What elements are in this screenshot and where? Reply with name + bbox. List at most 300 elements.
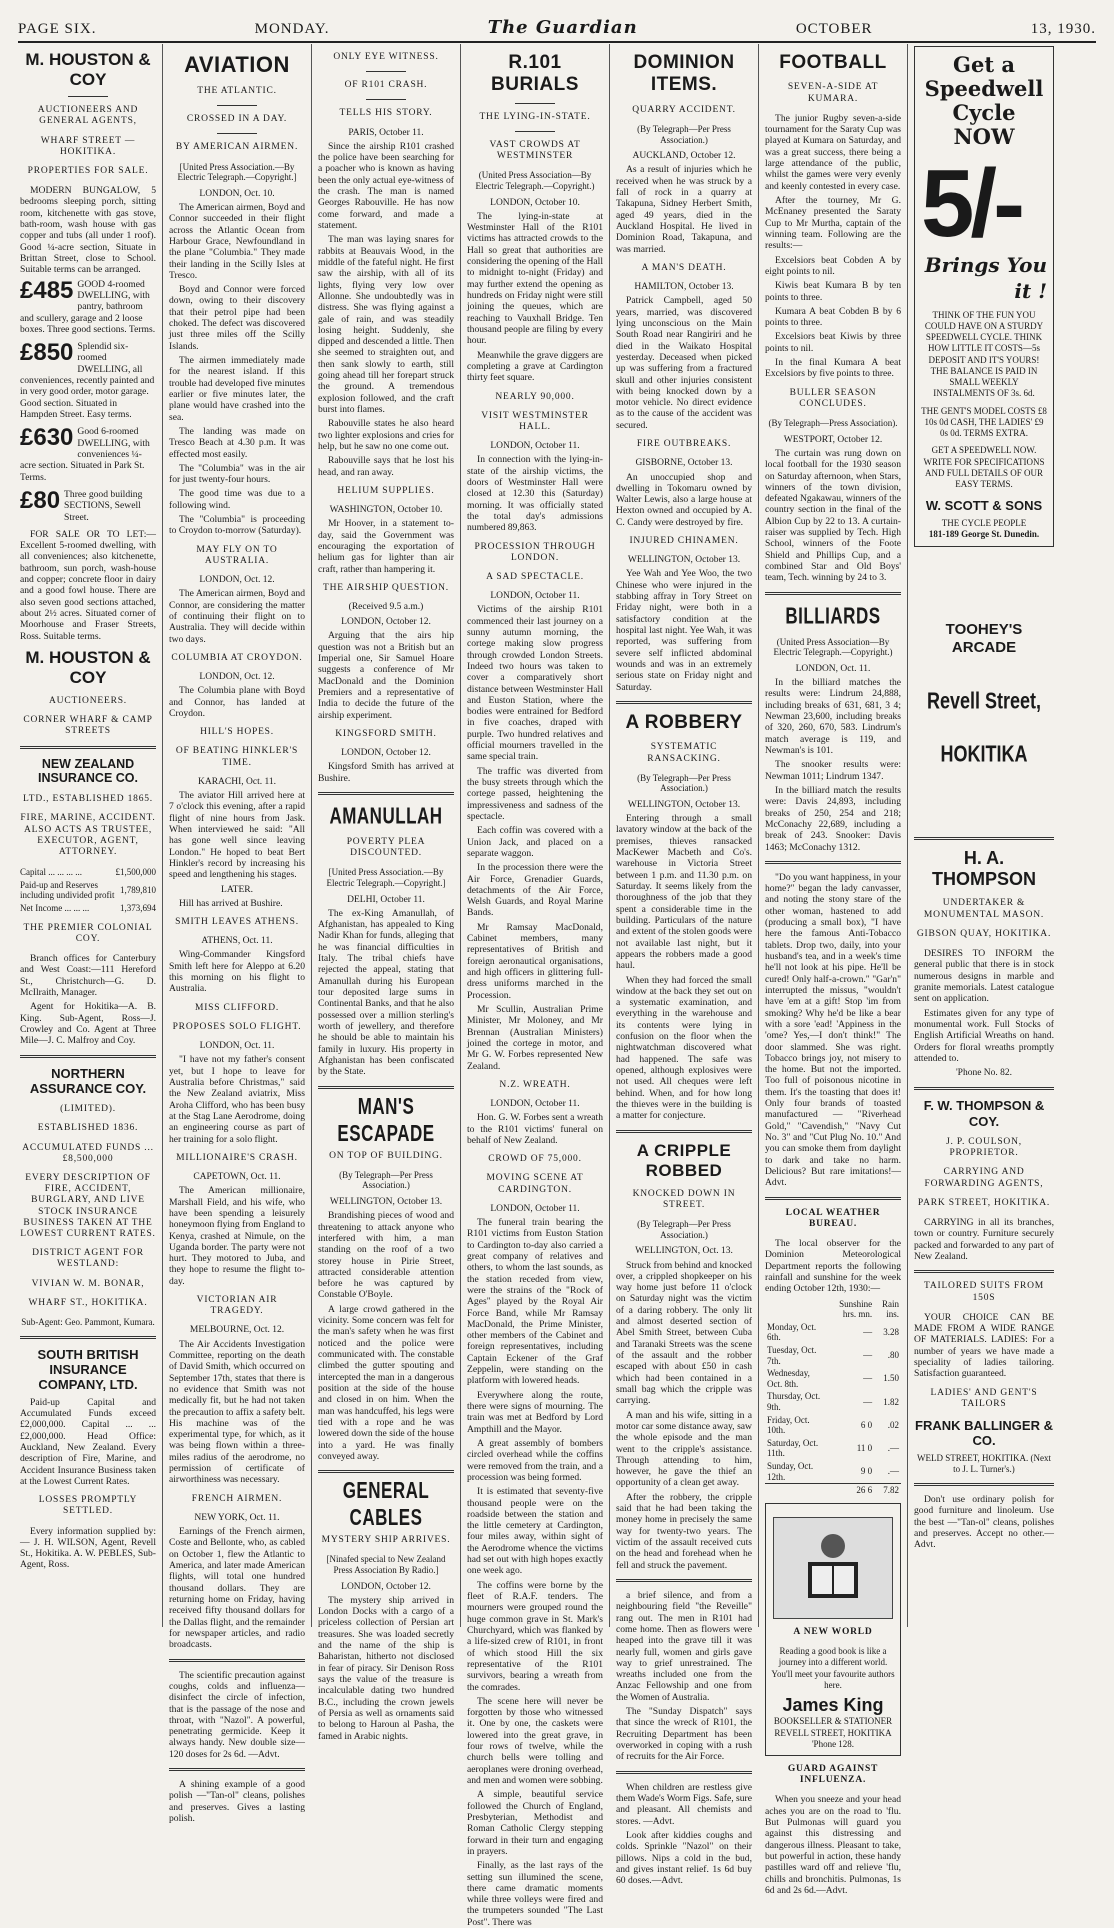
subhead: THE LYING-IN-STATE. [479, 111, 591, 122]
paragraph: The ex-King Amanullah, of Afghanistan, has appealed to King Nadir Khan for funds, alleging that he was financial difficulties in Italy. The tribal chiefs have rejected the appeal, stating that Amanullah during his European tour deposited large sums in Continental Banks, and that he also possessed over a million sterling's worth of jewellery, and therefore he should be able to maintain his family in luxury. His property in Afghanistan has been confiscated by the State. [318, 907, 454, 1078]
table-row [20, 902, 156, 915]
month: OCTOBER [795, 21, 873, 37]
cap-value: 1,373,694 [120, 903, 156, 914]
houston-sub: AUCTIONEERS AND GENERAL AGENTS, [37, 105, 139, 127]
subhead: ON TOP OF BUILDING. [329, 1150, 443, 1161]
houston2-address: CORNER WHARF & CAMP STREETS [23, 715, 153, 737]
cell: Monday, Oct. 6th. [767, 1321, 817, 1343]
price-80-text: Three good building SECTIONS, Sewell Street. [64, 488, 143, 523]
cell: Tuesday, Oct. 7th. [767, 1344, 817, 1366]
paragraph: In the procession there were the Air Force, Grenadier Guards, detachments of the Air Force, Welsh Guards, and Royal Marine Bands. [467, 862, 603, 919]
fw-carrying: CARRYING AND FORWARDING AGENTS, [924, 1167, 1044, 1189]
subhead: QUARRY ACCIDENT. [632, 104, 736, 115]
subhead: INJURED CHINAMEN. [629, 536, 739, 547]
nazol-advert-2: Look after kiddies coughs and colds. Sprinkle "Nazol" on their pillows. Nips a cold in the bud, and gives instant relief. 1s 6d buy 60 doses.—Advt. [616, 1829, 752, 1887]
price-850-text: Splendid six-roomed DWELLING, all conveniences, recently painted and in very good order, motor garage. Good section. Situated in Hampden Street. Easy terms. [20, 341, 155, 421]
paragraph: A man and his wife, sitting in a motor car some distance away, saw the whole episode and the man went to the cripple's assistance. Through attending to him, however, he gave the thief an opportunity of a clean get away. [616, 1409, 752, 1489]
table-total [765, 1484, 901, 1497]
dateline: LONDON, October 11. [490, 1099, 580, 1110]
five-shillings: 5/- [921, 149, 1022, 257]
paragraph: In connection with the lying-in-state of the airship victims, the doors of Westminster Hall were closed at 12.30 this (Saturday) morning. It was officially stated the total day's admissions numbered 89,863. [467, 454, 603, 534]
cap-value: 1,789,810 [120, 885, 156, 896]
dateline: MELBOURNE, Oct. 12. [189, 1325, 285, 1336]
brings-you-it: Brings You it ! [924, 252, 1047, 303]
paragraph: Wing-Commander Kingsford Smith left here for Aleppo at 6.20 this morning on his flight to Australia. [169, 949, 305, 995]
paragraph: The "Columbia" is proceeding to Croydon to-morrow (Saturday). [169, 514, 305, 537]
paragraph: A simple, beautiful service followed the Church of England, Presbyterian, Methodist and Roman Catholic Clergy stepping forward in their turn and engaging in prayers. [467, 1789, 603, 1857]
table-row [765, 1390, 901, 1413]
scott-address: 181-189 George St. Dunedin. [928, 528, 1040, 539]
aviation-sub-3: BY AMERICAN AIRMEN. [175, 142, 299, 153]
table-header [765, 1298, 901, 1321]
gibson-quay: GIBSON QUAY, HOKITIKA. [916, 928, 1052, 939]
paragraph: Kiwis beat Kumara B by ten points to three. [765, 280, 901, 303]
aviation-sub-2: CROSSED IN A DAY. [186, 114, 288, 125]
fw-proprietor: J. P. COULSON, PROPRIETOR. [946, 1137, 1022, 1159]
subhead: PROPOSES SOLO FLIGHT. [172, 1021, 302, 1032]
northern-funds: ACCUMULATED FUNDS ... £8,500,000 [22, 1142, 154, 1164]
subhead: MISS CLIFFORD. [194, 1002, 280, 1013]
bonar-name: VIVIAN W. M. BONAR, [31, 1278, 145, 1289]
tanol-advert: A shining example of a good polish —"Tan-ol" cleans, polishes and preserves. Gives a lasting polish. [169, 1779, 305, 1825]
table-row [20, 866, 156, 879]
paragraph: Rabouville states he also heard two lighter explosions and cries for help, but he saw no one come out. [318, 418, 454, 452]
influenza-heading: GUARD AGAINST INFLUENZA. [787, 1764, 879, 1786]
paragraph: As a result of injuries which he received when he was struck by a fall of rock in a quarry at Takapuna, Sidney Herbert Smith, aged 49 years, died in the Auckland Hospital. He lived in Dominion Road, Takapuna, and was married. [616, 164, 752, 255]
paper-title: The Guardian [487, 17, 638, 38]
nz-insurance-heading: NEW ZEALAND INSURANCE CO. [37, 756, 138, 786]
weather-table [765, 1298, 901, 1497]
ballinger-heading: FRANK BALLINGER & CO. [915, 1418, 1053, 1449]
james-king-name: James King [782, 1695, 884, 1716]
dateline: HAMILTON, October 13. [634, 282, 734, 293]
dateline: LONDON, Oct. 10. [199, 188, 275, 199]
subhead: VISIT WESTMINSTER HALL. [481, 410, 589, 432]
paragraph: The American airmen, Boyd and Connor succeeded in their flight across the Atlantic Ocean from Harbour Grace, Newfoundland in the plane "Columbia." They made their landing in the Scilly Isles at Tresco. [169, 201, 305, 281]
james-king-address: BOOKSELLER & STATIONER REVELL STREET, HOKITIKA 'Phone 128. [773, 1716, 893, 1749]
dateline: GISBORNE, October 13. [635, 458, 733, 469]
cell: 6 0 [860, 1419, 873, 1430]
worm-figs-advert: When children are restless give them Wade's Worm Figs. Safe, sure and pleasant. All chemists and stores. —Advt. [616, 1781, 752, 1827]
branch-offices: Branch offices for Canterbury and West Coast:—111 Hereford St., Christchurch—G. D. McIlraith, Manager. [20, 953, 156, 998]
paragraph: Brandishing pieces of wood and threatening to attack anyone who interfered with him, a man standing on the roof of a two storey house in Pirie Street, attracted considerable attention before he was captured by Constable O'Boyle. [318, 1210, 454, 1301]
tanol-advert-2: Don't use ordinary polish for good furniture and linoleum. Use the best —"Tan-ol" cleans, polishes and preserves. Accept no other.—Advt. [914, 1494, 1054, 1551]
cables-heading: GENERAL CABLES [342, 1478, 430, 1531]
robbery-heading: A ROBBERY [625, 711, 743, 733]
dateline: LONDON, October 12. [341, 1581, 431, 1592]
dateline: KARACHI, Oct. 11. [197, 776, 277, 787]
paragraph: An unoccupied shop and dwelling in Tokomaru owned by Walter Lewis, also a large house at Hexton owned and occupied by A. C. Candy were destroyed by fire. [616, 471, 752, 528]
paragraph: Excelsiors beat Kiwis by three points to nil. [765, 331, 901, 354]
phone-number: 'Phone No. 82. [955, 1068, 1013, 1079]
dateline: WELLINGTON, October 13. [627, 799, 741, 810]
cap-label: Capital ... ... ... ... [20, 867, 82, 878]
paragraph: The landing was made on Tresco Beach at 4.30 p.m. It was effected most easily. [169, 425, 305, 460]
subhead: TELLS HIS STORY. [339, 108, 433, 119]
table-row [765, 1321, 901, 1344]
properties-heading: PROPERTIES FOR SALE. [27, 165, 149, 176]
aviation-sub-1: THE ATLANTIC. [197, 85, 277, 96]
weather-intro: The local observer for the Dominion Meteorological Department reports the following rainfall and sunshine for the week ending October 12th, 1930:— [765, 1237, 901, 1295]
speedwell-write: GET A SPEEDWELL NOW. WRITE FOR SPECIFICATIONS AND FULL DETAILS OF OUR EASY TERMS. [923, 445, 1045, 490]
houston-heading: M. HOUSTON & COY [25, 50, 151, 90]
houston-address: WHARF STREET — HOKITIKA. [40, 135, 136, 157]
subhead: HELIUM SUPPLIES. [337, 485, 435, 496]
paragraph: When they had forced the small window at the back they set out on a systematic examination, and everything in the warehouse and its contents were lying in confusion on the floor when the nightwatchman discovered what had happened. The safe was opened, although explosives were not used. All cheques were left behind. When, and for how long the thieves were in the building is a matter for conjecture. [616, 974, 752, 1122]
dateline: AUCKLAND, October 12. [632, 151, 736, 162]
paragraph: In the final Kumara A beat Excelsiors by five points to three. [765, 357, 901, 380]
subhead: FRENCH AIRMEN. [191, 1493, 283, 1504]
dateline: LONDON, October 11. [490, 591, 580, 602]
new-world-text: Reading a good book is like a journey into a different world. You'll meet your favourite authors here. [771, 1646, 895, 1690]
subhead: HILL'S HOPES. [200, 727, 274, 738]
column-2 [163, 44, 312, 1825]
subhead: MAY FLY ON TO AUSTRALIA. [196, 544, 278, 566]
paragraph: Excelsiors beat Cobden A by eight points to nil. [765, 254, 901, 277]
district-agent: DISTRICT AGENT FOR WESTLAND: [32, 1248, 144, 1270]
price-485-text: GOOD 4-roomed DWELLING, with pantry, bathroom and scullery, garage and 2 loose boxes. Three good sections. Terms. [20, 278, 156, 335]
reading-man-illustration [773, 1517, 893, 1619]
source: (United Press Association—By Electric Telegraph.—Copyright.) [475, 170, 595, 192]
kumara-agent: Sub-Agent: Geo. Pammont, Kumara. [21, 1317, 155, 1328]
paragraph: Each coffin was covered with a Union Jack, and placed on a separate waggon. [467, 825, 603, 859]
day: MONDAY. [254, 21, 330, 37]
paragraph: The Air Accidents Investigation Committee, reporting on the death of David Smith, which occurred on September 17th, states that there is no evidence that Smith was not medically fit, but he had not taken the precaution to affix a safety belt. His machine was of the experimental type, for which, as it was being flown within a three-miles radius of the aerodrome, no permission of certificate of airworthiness was necessary. [169, 1338, 305, 1486]
paragraph: Kumara A beat Cobden B by 6 points to three. [765, 305, 901, 329]
cell: 7.82 [883, 1485, 899, 1496]
table-row [765, 1460, 901, 1484]
subhead: PROCESSION THROUGH LONDON. [474, 541, 596, 563]
paragraph: In the billiard match the results were: Davis 24,893, including breaks of 250, 254 and 218; McConachy 22,689, including a break of 243. Snooker: Davis 1463; McConachy 1312. [765, 784, 901, 853]
received: (Received 9.5 a.m.) [348, 602, 424, 613]
subhead: MILLIONAIRE'S CRASH. [176, 1152, 298, 1163]
dateline: LONDON, October 12. [341, 748, 431, 759]
paragraph: Struck from behind and knocked over, a crippled shopkeeper on his way home just before 11 o'clock on Saturday night was the victim of a daring robbery. The only lit and almost deserted section of Abel Smith Street, between Cuba and Taranaki Streets was the scene of the assault and the robber escaped with about £50 in cash which had been contained in a small bag which the cripple was carrying. [616, 1259, 752, 1407]
aviation-heading: AVIATION [184, 52, 290, 77]
price-485: £485 [20, 276, 74, 304]
table-row [765, 1367, 901, 1390]
column-5 [610, 44, 759, 1887]
cell: — [863, 1327, 873, 1338]
nz-insurance-lines: FIRE, MARINE, ACCIDENT. ALSO ACTS AS TRUSTEE, EXECUTOR, AGENT, ATTORNEY. [20, 813, 156, 857]
paragraph: Everywhere along the route, there were signs of mourning. The train was met at Bedford by Lord Ampthill and the Mayor. [467, 1389, 603, 1435]
paragraph: Mr Hoover, in a statement to-day, said the Government was encouraging the exportation of helium gas for lighter than air craft, rather than hampering it. [318, 518, 454, 575]
subhead: A MAN'S DEATH. [641, 262, 727, 273]
cap-label: Paid-up and Reserves including undivided profit [20, 879, 115, 901]
dateline: WELLINGTON, October 13. [627, 555, 741, 566]
dateline: NEW YORK, Oct. 11. [194, 1512, 280, 1523]
later: LATER. [221, 884, 253, 895]
paragraph: Mr Scullin, Australian Prime Minister, Mr Moloney, and Mr Brennan (Australian Ministers) joined the cortege in motor, and Mr G. W. Forbes represented New Zealand. [467, 1003, 603, 1072]
pulmonas-advert: When you sneeze and your head aches you are on the road to 'flu. But Pulmonas will guard you against this distressing and dangerous illness. Pleasant to take, but powerful in action, these handy pastilles ward off and relieve 'flu, chills and bronchitis. Pulmonas, 1s 6d and 2s 6d.—Advt. [765, 1794, 901, 1896]
cell: Friday, Oct. 10th. [767, 1414, 810, 1436]
information-agents: Every information supplied by:— J. H. WILSON, Agent, Revell St., Hokitika. A. W. PEBLES, Sub-Agent, Ross. [20, 1525, 156, 1571]
agents: Agent for Hokitika—A. B. King. Sub-Agent, Ross—J. Crowley and Co. Agent at Three Mile—J. C. Malfroy and Coy. [20, 1001, 156, 1047]
paragraph: It is estimated that seventy-five thousand people were on the roadside between the station and the little cemetery at Cardington, four miles away, within sight of the Aerodrome whence the victims had set out with high hopes exactly one week ago. [467, 1486, 603, 1577]
paragraph: The traffic was diverted from the busy streets through which the cortege passed, heightening the impressiveness and sadness of the spectacle. [467, 765, 603, 822]
ballinger-address: WELD STREET, HOKITIKA. (Next to J. L. Turner's.) [916, 1452, 1052, 1474]
dateline: WELLINGTON, October 13. [329, 1197, 443, 1208]
table-row [765, 1437, 901, 1460]
r101-heading: R.101 BURIALS [491, 52, 579, 96]
cap-label: Net Income ... ... ... [20, 903, 90, 914]
sbi-lines: Paid-up Capital and Accumulated Funds exceed £2,000,000. Capital ... ... £2,000,000. Head Office: Auckland, New Zealand. Every description of Fire, Marine, and Accident Insurance Business taken at the Lowest Current Rates. [20, 1396, 156, 1487]
paragraph: In the billiard matches the results were: Lindrum 24,888, including breaks of 631, 681, 3 4; Newman 23,600, including breaks of 320, 260, 670, 583. Lindrum's match average is 119, and Newman's is 101. [765, 677, 901, 756]
source: (By Telegraph—Per Press Association.) [637, 1219, 731, 1240]
speedwell-advert [914, 46, 1054, 547]
dominion-heading: DOMINION ITEMS. [633, 52, 735, 96]
issue-date: 13, 1930. [1030, 21, 1096, 37]
subhead: MOVING SCENE AT CARDINGTON. [486, 1173, 584, 1195]
new-world-title: A NEW WORLD [793, 1626, 873, 1637]
tailored-suits: TAILORED SUITS FROM 150S [923, 1281, 1044, 1303]
dateline: PARIS, October 11. [348, 127, 424, 138]
paragraph: A large crowd gathered in the vicinity. Some concern was felt for the man's safety when he was first noticed and the police were communicated with. The constable climbed the gutter spouting and intercepted the man in a dangerous position at the side of the house and closed in on him. When the man was handcuffed, his legs were tied with a rope and he was lowered down the side of the house into a yard. He was finally conveyed away. [318, 1303, 454, 1462]
paragraph: The coffins were borne by the fleet of R.A.F. tenders. The mourners were grouped round the huge common grave in St. Mark's Churchyard, which was flanked by a life-sized crew of R101, in front of which stood Hill the six representative of the R101 survivors, bearing a wreath from the comrades. [467, 1579, 603, 1693]
dateline: WESTPORT, October 12. [783, 434, 883, 445]
dateline: LONDON, October 11. [490, 441, 580, 452]
paragraph: The "Columbia" was in the air for just twenty-four hours. [169, 462, 305, 486]
paragraph: The airmen immediately made for the nearest island. If this trouble had developed five minutes earlier or five minutes later, the plane would have crashed into the sea. [169, 355, 305, 423]
sbi-heading: SOUTH BRITISH INSURANCE COMPANY, LTD. [37, 1346, 139, 1393]
dateline: WELLINGTON, Oct. 13. [635, 1246, 733, 1257]
weather-heading: LOCAL WEATHER BUREAU. [785, 1207, 881, 1229]
cap-value: £1,500,000 [115, 867, 156, 878]
scott-sub: THE CYCLE PEOPLE [941, 517, 1027, 528]
paragraph: a brief silence, and from a neighbouring field "the Reveille" rang out. The men in R101 had come home. Then as flowers were heaped into the grave till it was nearly full, women and girls gave way to grief unrestrained. The wreaths included one from the Anzac Fellowship and one from the Women of Australia. [616, 1589, 752, 1703]
paragraph: Meanwhile the grave diggers are completing a grave at Cardington thirty feet square. [467, 349, 603, 384]
speedwell-title: Get a Speedwell Cycle NOW [924, 52, 1044, 150]
billiards-heading: BILLIARDS [785, 603, 881, 629]
subhead: SEVEN-A-SIDE AT KUMARA. [787, 82, 879, 104]
northern-established: ESTABLISHED 1836. [37, 1123, 139, 1134]
header-cell [765, 1298, 825, 1321]
paragraph: The lying-in-state at Westminster Hall of the R101 victims has attracted crowds to the Hall so great that authorities are considering the opening of the Hall to midnight to-night (Friday) and may further extend the opening as hundreds on Friday night were still joining the queues, which are reaching to Vauxhall Bridge. Ten thousand people are filing by every hour. [467, 210, 603, 347]
source: (By Telegraph—Per Press Association.) [637, 124, 731, 145]
cell: — [863, 1373, 873, 1384]
cell: .— [887, 1443, 899, 1454]
paragraph: The curtain was rung down on local football for the 1930 season on Saturday afternoon, when Stars, winners of the town division, defeated Ngakawau, winners of the country section in the final of the Albion Cup by 22 to 13. A curtain-raiser was supplied by Tech. High School, winners of the Foote Shield and Phillips Cup, and a combined Star and Old Boys' team, Tech. winning by 24 to 3. [765, 447, 901, 584]
fw-thompson-heading: F. W. THOMPSON & COY. [923, 1098, 1045, 1129]
cell: 3.28 [883, 1327, 899, 1338]
subhead: OF BEATING HINKLER'S TIME. [175, 746, 299, 768]
paragraph: The junior Rugby seven-a-side tournament for the Saraty Cup was played at Kumara on Saturday, and was a great success, there being a large attendance of the public, whilst the games were very evenly and keenly contested in every case. [765, 112, 901, 192]
dateline: CAPETOWN, Oct. 11. [193, 1172, 281, 1183]
subhead: ONLY EYE WITNESS. [333, 52, 439, 62]
property-bungalow: MODERN BUNGALOW, 5 bedrooms sleeping porch, sitting room, kitchenette with gas stove, bath-room, wash house with gas copper and tubs (all under 1 roof). Good ¼-acre section, Situate in Brittan Street, close to School. Suitable terms can be arranged. [20, 185, 156, 276]
header-cell: Sunshine hrs. mn. [839, 1298, 873, 1320]
dateline: LONDON, Oct. 12. [199, 575, 275, 586]
paragraph: Hill has arrived at Bushire. [179, 897, 283, 909]
paragraph: Hon. G. W. Forbes sent a wreath to the R101 victims' funeral on behalf of New Zealand. [467, 1112, 603, 1146]
subhead: N.Z. WREATH. [499, 1079, 571, 1090]
revell-street: Revell Street, [926, 687, 1042, 714]
subhead: BULLER SEASON CONCLUDES. [789, 387, 877, 409]
houston-heading-2: M. HOUSTON & COY [25, 647, 151, 688]
for-sale-notice: FOR SALE OR TO LET:—Excellent 5-roomed dwelling, with all conveniences; also kitchenette, bathroom, sun porch, wash-house and copper; concrete floor in dairy and a good fowl house. There are also seven good sections attached, about 2½ acres. Situated corner of Moorhouse and Fraser Streets, Ross. Suitable terms. [20, 528, 156, 642]
dateline: ATHENS, Oct. 11. [201, 936, 273, 947]
source: [United Press Association.—By Electric Telegraph.—Copyright.] [326, 867, 446, 889]
column-7 [908, 44, 1060, 1627]
price-630-text: Good 6-roomed DWELLING, with conveniences ¼-acre section. Situated in Park St. Terms. [20, 426, 150, 483]
tailor-sub: LADIES' AND GENT'S TAILORS [930, 1387, 1038, 1409]
source: (By Telegraph—Per Press Association.) [339, 1169, 433, 1191]
book-icon [788, 1528, 878, 1608]
dateline: LONDON, October 10. [490, 197, 580, 208]
paragraph: The good time was due to a following wind. [169, 488, 305, 511]
column-1 [14, 44, 163, 1627]
thompson-para-2: Estimates given for any type of monumental work. Full Stocks of English Artificial Wreaths on hand. Orders for floral wreaths promptly attended to. [914, 1007, 1054, 1064]
subhead: CROWD OF 75,000. [488, 1154, 582, 1165]
cell: 26 6 [856, 1485, 873, 1496]
paragraph: Earnings of the French airmen, Coste and Bellonte, who, as cabled on October 1, flew the Atlantic to America, and later made American flights, will total one hundred thousand dollars. They are returning home on Friday, having received fifty thousand dollars for the Dallas flight, and the remainder for newspaper articles, and radio broadcasts. [169, 1526, 305, 1651]
cell: Sunday, Oct. 12th. [767, 1461, 814, 1482]
paragraph: The American airmen, Boyd and Connor, are considering the matter of continuing their flight on to Australia. They will decide within two days. [169, 588, 305, 645]
subhead: SMITH LEAVES ATHENS. [175, 917, 299, 928]
source: [Ninafed special to New Zealand Press Association By Radio.] [326, 1554, 446, 1576]
column-6 [759, 44, 908, 1896]
tobacco-advert: "Do you want happiness, in your home?" began the lady canvasser, and noting the stony stare of the other woman, hastened to add (producing a small box), "I have here the famous Anti-Tobacco tablets. Drop two, daily, into your husband's tea, and in a week's time he'll not look at his pipe. He'll be cured! Only half-a-crown." "Gar'n" interrupted the missus, "wouldn't have 'em at a gift! Stop 'im from smoking? Why he'd be like a bear with a sore 'ead! 'Appiness in the 'ome? Yes,—I don't think!" The door slammed. She was right. Tobacco brings joy, not misery to the home. But not the imported. Too full of poisonous nicotine in them. It's the toasting that does it! Only four brands of toasted manufactured — "Riverhead Gold," "Cavendish," "Navy Cut No. 3" and "Cut Plug No. 10." And you can smoke them from daylight to dark and take no harm. Delicious? But rare imitations!—Advt. [765, 871, 901, 1189]
paragraph: The aviator Hill arrived here at 7 o'clock this evening, after a rapid flight of nine hours from Jask. When interviewed he said: "All has gone well since leaving London." He hoped to beat Bert Hinkler's record by increasing his speed and lengthening his stages. [169, 790, 305, 881]
table-row [20, 879, 156, 902]
cell: .80 [887, 1350, 899, 1361]
price-630: £630 [20, 424, 74, 452]
capital-table [20, 866, 156, 914]
speedwell-models: THE GENT'S MODEL COSTS £8 10s 0d CASH, THE LADIES' £9 0s 0d. TERMS EXTRA. [921, 405, 1047, 439]
northern-description: EVERY DESCRIPTION OF FIRE, ACCIDENT, BURGLARY, AND LIVE STOCK INSURANCE BUSINESS TAKEN AT THE LOWEST CURRENT RATES. [20, 1173, 156, 1240]
paragraph: The "Sunday Dispatch" says that since the wreck of R101, the Recruiting Department has been overworked in coping with a rush of recruits for the Air Force. [616, 1706, 752, 1763]
subhead: VAST CROWDS AT WESTMINSTER [489, 140, 581, 162]
cell: — [863, 1350, 873, 1361]
thompson-heading: H. A. THOMPSON [931, 847, 1036, 890]
cell: 9 0 [860, 1466, 873, 1477]
paragraph: Finally, as the last rays of the setting sun illumined the scene, there came dramatic moments while three volleys were fired and the trumpeters sounded "The Last Post". There was [467, 1860, 603, 1928]
cell: Saturday, Oct. 11th. [767, 1437, 819, 1459]
northern-sub: (LIMITED). [60, 1104, 116, 1115]
paragraph: After the robbery, the cripple said that he had been taking the money home in precisely the same way for twenty-two years. The victim of the assault received cuts on the head and forehead when he fell and struck the pavement. [616, 1491, 752, 1571]
source: (By Telegraph—Press Association). [768, 418, 898, 429]
paragraph: Kingsford Smith has arrived at Bushire. [318, 761, 454, 784]
subhead: KNOCKED DOWN IN STREET. [632, 1188, 736, 1210]
cell: 1.50 [883, 1373, 899, 1384]
dateline: LONDON, Oct. 11. [199, 1041, 275, 1052]
cell: Wednesday, Oct. 8th. [767, 1368, 810, 1389]
column-4 [461, 44, 610, 1928]
scott-sons: W. SCOTT & SONS [925, 498, 1043, 514]
speedwell-text: THINK OF THE FUN YOU COULD HAVE ON A STURDY SPEEDWELL CYCLE. THINK HOW LITTLE IT COSTS—5s DEPOSIT AND IT'S YOURS! THE BALANCE IS PAID IN SMALL WEEKLY INSTALMENTS OF 3s. 6d. [924, 309, 1044, 399]
escapade-heading: MAN'S ESCAPADE [337, 1093, 435, 1147]
paragraph: Entering through a small lavatory window at the back of the premises, thieves ransacked MacKewer Macbeth and Co's. warehouse in Victoria Street between 1 p.m. and 11.30 p.m. on Saturday. It seems likely from the thoroughness of the job that they spent a considerable time in the building. Particulars of the nature and extent of the stolen goods were not available last night, but it appears the robbers made a good haul. [616, 813, 752, 972]
dateline: LONDON, October 11. [490, 1203, 580, 1214]
paragraph: Victims of the airship R101 commenced their last journey on a sunny autumn morning, the cortege making slow progress through crowded London Streets. Indeed two hours was taken to cover a comparatively short distance between Westminster Hall and Euston Station, where the bodies were entrained for Bedford in five coaches, draped with purple. Two hundred relatives and official mourners travelled in the same special train. [467, 604, 603, 763]
subhead: THE AIRSHIP QUESTION. [323, 582, 449, 593]
dateline: LONDON, October 12. [341, 617, 431, 628]
source: (By Telegraph—Per Press Association.) [637, 772, 731, 794]
paragraph: Arguing that the airs hip question was not a British but an Imperial one, Sir Samuel Hoare suggests a conference of Mr MacDonald and the Dominion Premiers and a representative of India to decide the future of the airship experiment. [318, 630, 454, 721]
price-80: £80 [20, 486, 61, 514]
subhead: A SAD SPECTACLE. [486, 571, 584, 582]
dateline: DELHI, October 11. [347, 894, 425, 905]
hokitika-label: HOKITIKA [940, 740, 1028, 767]
cell: .02 [887, 1419, 899, 1430]
subhead: KINGSFORD SMITH. [335, 728, 437, 739]
table-row [765, 1414, 901, 1437]
paragraph: "I have not my father's consent yet, but I hope to leave for Australia before Christmas," said the New Zealand aviatrix, Miss Aroha Clifford, who has been busy at the Stag Lane Aerodrome, doing an engineering course as part of her training for a solo flight. [169, 1054, 305, 1145]
paragraph: Yee Wah and Yee Woo, the two Chinese who were injured in the stabbing affray in Tory Street on Friday night, were both in a satisfactory condition at the hospital last night. Yee Wah, it was reported, was suffering from severe self inflicted abdominal wounds and was in an extremely serious state on Friday night and Saturday. [616, 568, 752, 693]
cripple-heading: A CRIPPLE ROBBED [636, 1140, 732, 1180]
paragraph: After the tourney, Mr G. McEnaney presented the Saraty Cup to Mr Murtha, captain of the winning team. Following are the results:— [765, 195, 901, 252]
thompson-sub: UNDERTAKER & MONUMENTAL MASON. [923, 898, 1045, 920]
subhead: POVERTY PLEA DISCOUNTED. [346, 837, 426, 859]
dateline: WASHINGTON, October 10. [329, 505, 443, 516]
paragraph: Patrick Campbell, aged 50 years, married, was discovered lying unconscious on the Main South Road near Rangiriri and he died in the Waikato Hospital yesterday. Deceased when picked up was suffering from a fractured skull and other injuries consistent with being knocked down by a motor vehicle. No direct evidence as to the cause of the accident was secured. [616, 295, 752, 431]
cell: Thursday, Oct. 9th. [767, 1391, 821, 1413]
dateline: LONDON, Oct. 11. [795, 663, 871, 674]
fw-address: PARK STREET, HOKITIKA. [917, 1197, 1051, 1208]
amanullah-heading: AMANULLAH [329, 803, 443, 830]
northern-heading: NORTHERN ASSURANCE COY. [29, 1065, 147, 1096]
page-number: PAGE SIX. [18, 21, 97, 37]
paragraph: The snooker results were: Newman 1011; Lindrum 1347. [765, 759, 901, 782]
toohey-arcade: TOOHEY'S ARCADE [945, 621, 1023, 656]
aviation-source: [United Press Association.—By Electric Telegraph.—Copyright.] [177, 161, 297, 183]
paragraph: The mystery ship arrived in London Docks with a cargo of a priceless collection of Persian art treasures. She was loaded secretly and the name of the ship is Baharistan, hitherto not disclosed in fear of piracy. Sir Denison Ross says the value of the treasure is incalculable dating two hundred B.C., including the crown jewels of Persia as well as ornaments said to belong to Haroun al Pasha, the famed in Arabic nights. [318, 1594, 454, 1742]
subhead: SYSTEMATIC RANSACKING. [647, 742, 721, 764]
paragraph: Rabouville says that he lost his head, and ran away. [318, 455, 454, 478]
cell: — [863, 1396, 873, 1407]
paragraph: A great assembly of bombers circled overhead while the coffins were removed from the train, and a procession was being formed. [467, 1437, 603, 1483]
premier-colonial: THE PREMIER COLONIAL COY. [23, 922, 153, 944]
paragraph: The man was laying snares for rabbits at Beauvais Wood, in the middle of the fateful night. He first saw the airship, with all of its lights, flying very low over Allonne. She undoubtedly was in distress. She was flying against a gale of rain, and was steadily losing height. Suddenly, she dipped and descended a little. Then she seemed to straighten out, and then sank slowly to earth, still going ahead till her forepart struck the ground. A tremendous explosion followed, and the craft burst into flames. [318, 234, 454, 415]
paragraph: The Columbia plane with Boyd and Connor, has landed at Croydon. [169, 685, 305, 719]
dateline: LONDON, Oct. 12. [199, 672, 275, 683]
cell [765, 1484, 825, 1497]
paragraph: Boyd and Connor were forced down, owing to their discovery that their petrol pipe had been choked. The defect was discovered just three miles off the Scilly Islands. [169, 284, 305, 352]
subhead: COLUMBIA AT CROYDON. [171, 652, 303, 663]
cell: 11 0 [856, 1443, 873, 1454]
bonar-address: WHARF ST., HOKITIKA. [28, 1297, 148, 1308]
losses-settled: LOSSES PROMPTLY SETTLED. [38, 1495, 138, 1517]
paragraph: The funeral train bearing the R101 victims from Euston Station to Cardington to-day also carried a great company of relatives and others, to whom the last sounds, as the station receded from view, were the strains of the "Rock of Ages" played by the Royal Air Force Band, while Mr Ramsay MacDonald, the Prime Minister, other members of the Cabinet and foreign representatives, including Captain Eckener of the Graf Zeppelin, were standing on the platform with lowered heads. [467, 1217, 603, 1387]
nazol-advert: The scientific precaution against coughs, colds and influenza—disinfect the circle of infection, that is the passage of the nose and throat, with "Nazol". A powerful, penetrating germicide. Keep it always handy. New double size—120 doses for 2s 6d. —Advt. [169, 1669, 305, 1760]
masthead [18, 12, 1096, 43]
tailor-paragraph: YOUR CHOICE CAN BE MADE FROM A WIDE RANGE OF MATERIALS. LADIES: For a number of years we have made a speciality of ladies tailoring. Satisfaction guaranteed. [914, 1311, 1054, 1380]
table-row [765, 1344, 901, 1367]
subhead: VICTORIAN AIR TRAGEDY. [196, 1295, 278, 1317]
houston2-sub: AUCTIONEERS. [49, 696, 127, 707]
fw-paragraph: CARRYING in all its branches, town or country. Furniture securely packed and forwarded to any part of New Zealand. [914, 1217, 1054, 1262]
subhead: NEARLY 90,000. [495, 391, 575, 402]
thompson-para-1: DESIRES TO INFORM the general public that there is in stock numerous designs in marble and granite memorials. Latest catalogue sent on application. [914, 948, 1054, 1005]
paragraph: Since the airship R101 crashed the police have been searching for a poacher who is known as having been the only actual eye-witness of the crash. The man is named Georges Rabouville. He has now come forward, and made a statement. [318, 140, 454, 231]
cell: 1.82 [883, 1396, 899, 1407]
column-3 [312, 44, 461, 1742]
source: (United Press Association—By Electric Telegraph.—Copyright.) [773, 636, 893, 658]
football-heading: FOOTBALL [779, 52, 887, 73]
columns [14, 44, 1104, 1928]
subhead: FIRE OUTBREAKS. [636, 439, 732, 450]
james-king-advert [765, 1503, 901, 1756]
nz-insurance-sub: LTD., ESTABLISHED 1865. [23, 794, 153, 805]
paragraph: The scene here will never be forgotten by those who witnessed it. One by one, the caskets were lowered into the great grave, in four rows of twelve, while the church bells were tolling and aeroplanes were droning overhead, and men and women were sobbing. [467, 1695, 603, 1786]
cell: .— [887, 1466, 899, 1477]
paragraph: Mr Ramsay MacDonald, Cabinet members, many representatives of British and foreign aeronautical organisations, and high officers in glittering full-dress uniforms marched in the Procession. [467, 921, 603, 1001]
paragraph: The American millionaire, Marshall Field, and his wife, who have been spending a leisurely honeymoon flying from England to Kenya, crashed at Nimule, on the Uganda border. The party were not hurt. They motored to Juba, and they hope to resume the flight to-day. [169, 1185, 305, 1287]
header-cell: Rain ins. [882, 1298, 899, 1320]
price-850: £850 [20, 339, 74, 367]
subhead: OF R101 CRASH. [344, 80, 428, 91]
subhead: MYSTERY SHIP ARRIVES. [321, 1535, 451, 1546]
